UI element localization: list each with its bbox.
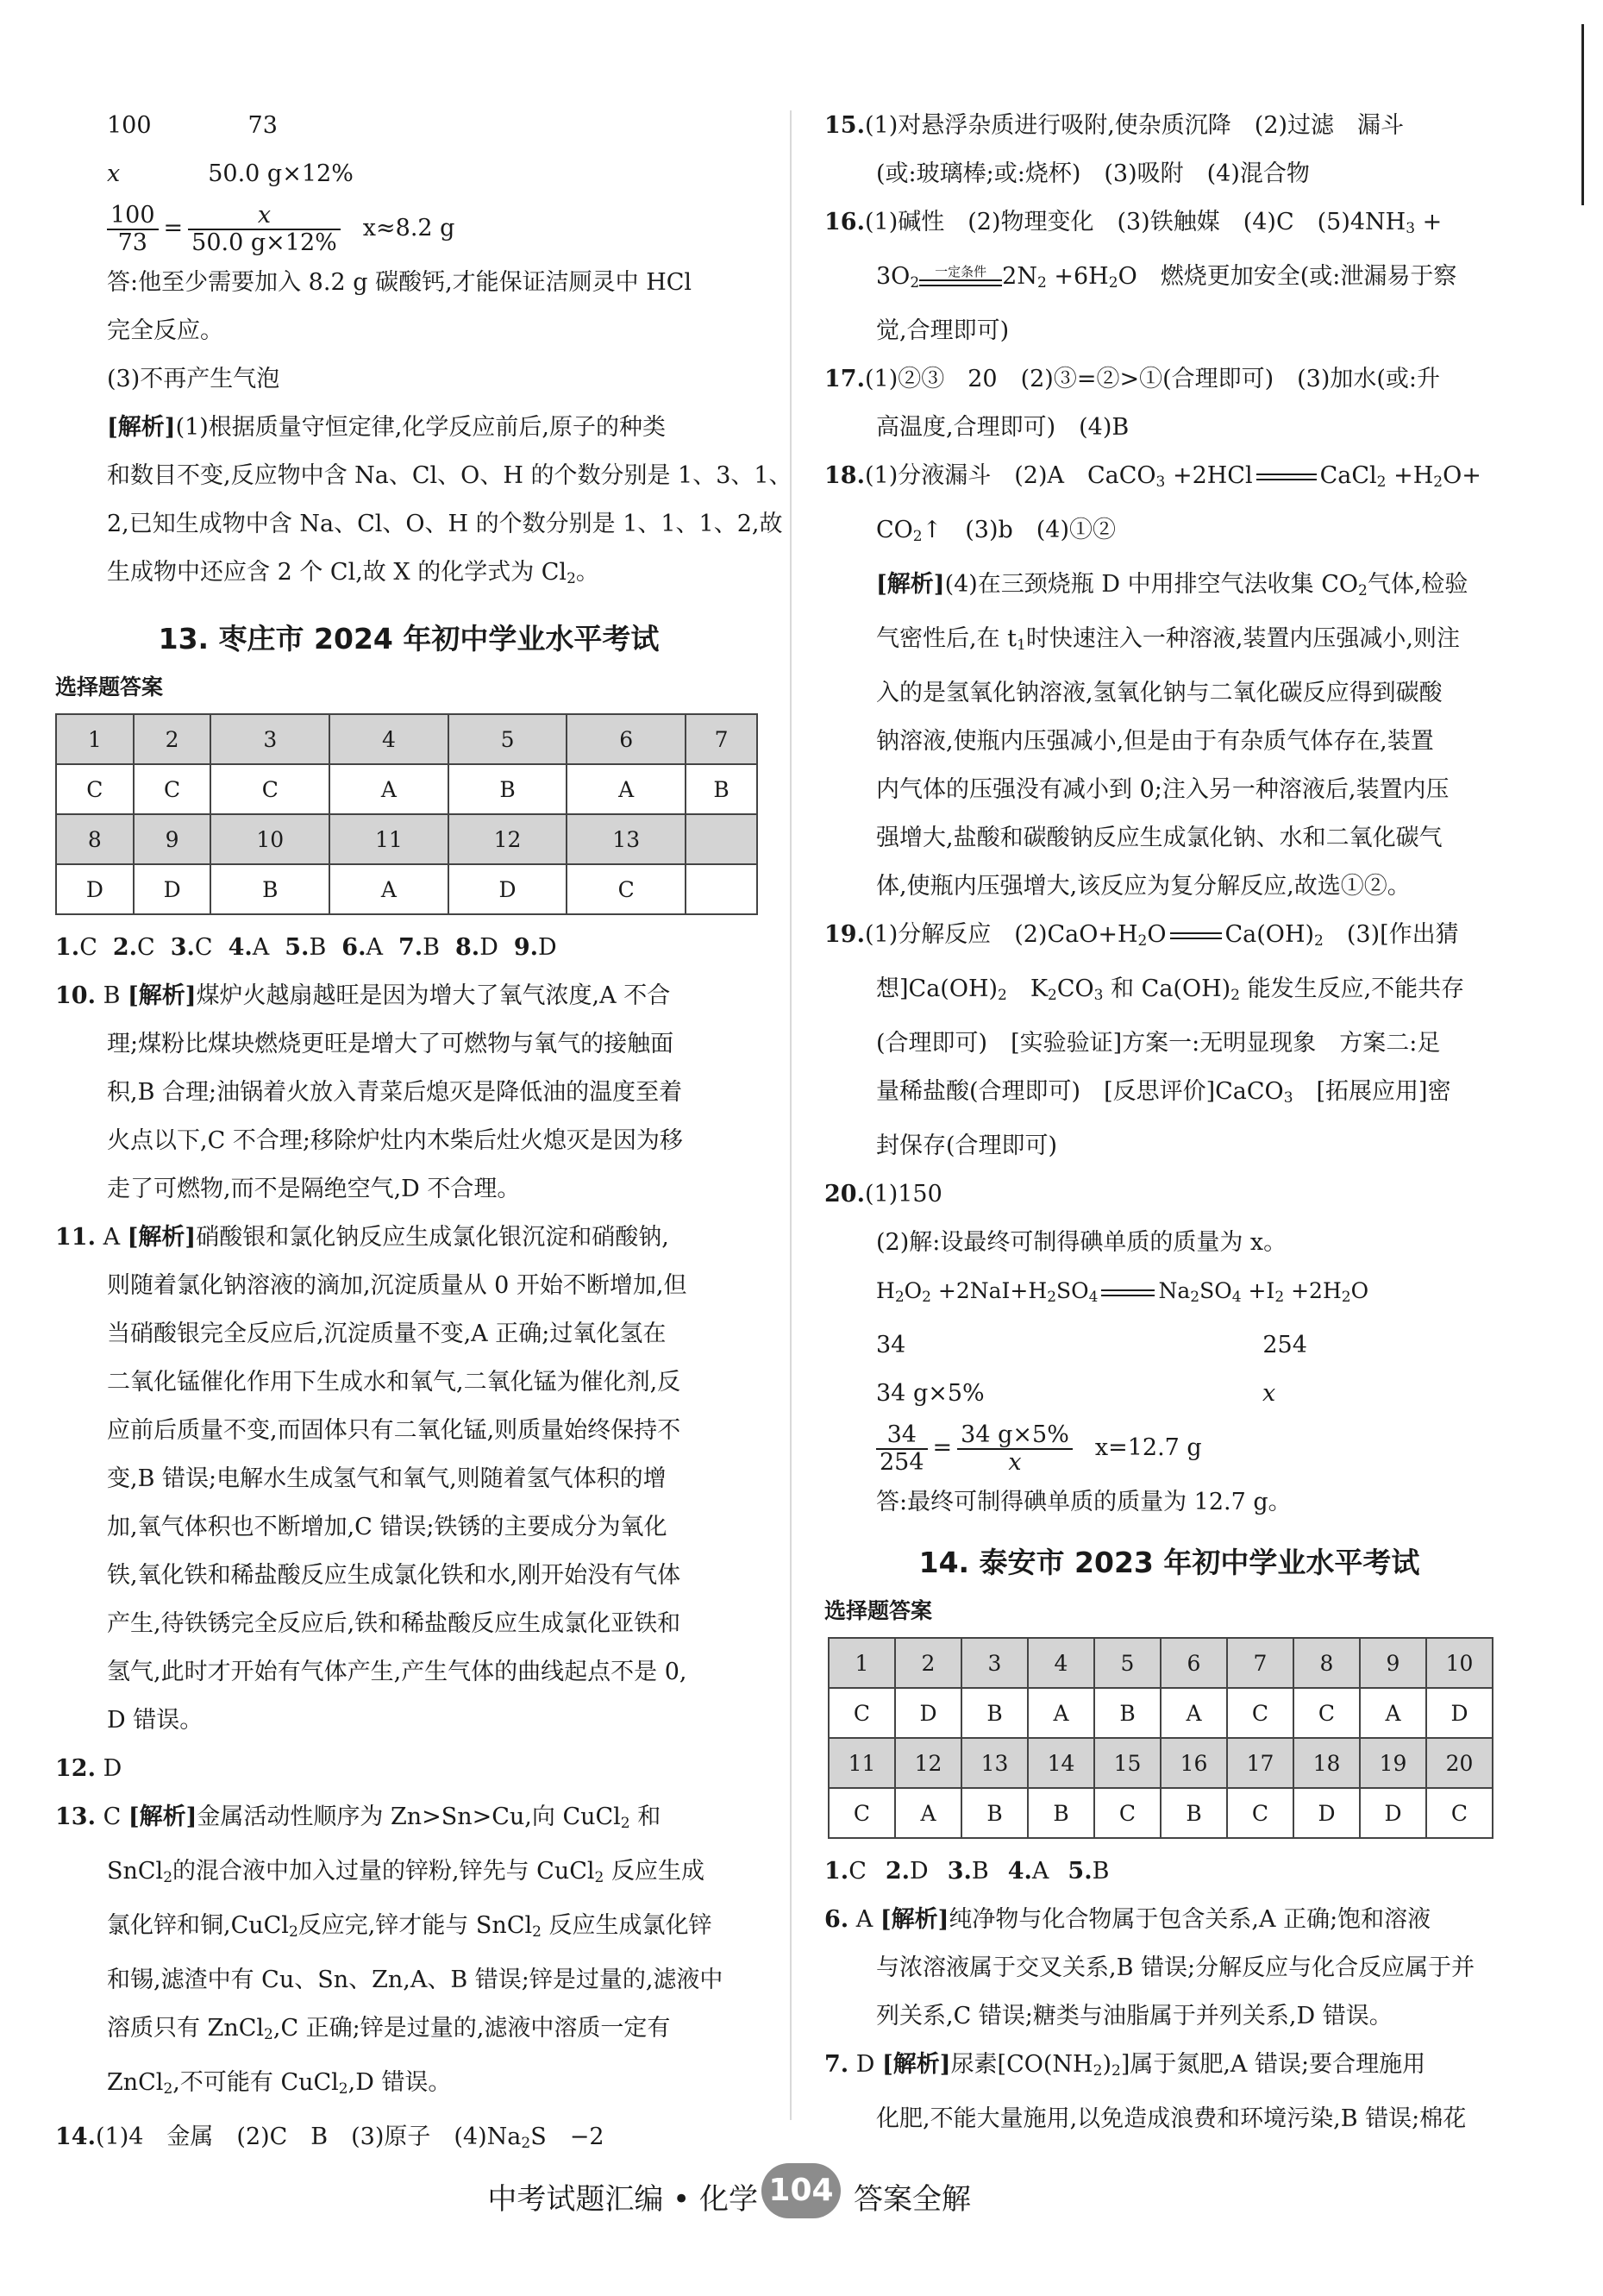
analysis-line: D 错误。	[107, 1707, 204, 1734]
analysis-line: 加,氧气体积也不断增加,C 错误;铁锈的主要成分为氧化	[107, 1514, 667, 1540]
answer-line: 答:最终可制得碘单质的质量为 12.7 g。	[876, 1489, 1292, 1515]
answer-text: (3)不再产生气泡	[107, 366, 280, 392]
analysis-line: ZnCl$_2$,不可能有 CuCl$_2$,D 错误。	[107, 2069, 452, 2098]
calc-value: x	[107, 160, 121, 187]
left-column	[55, 102, 792, 2167]
table-row: 1 2 3 4 5 6 7 8 9 10	[829, 1638, 1493, 1688]
chemical-equation: $H_2O_2 +2NaI+H_2SO_4$ $Na_2SO_4 +I_2 +2H_2O$	[876, 1278, 1369, 1306]
table-row: D D B A D C	[56, 864, 757, 914]
answer-line: 封保存(合理即可)	[876, 1132, 1058, 1159]
fraction: $\frac{34}{254}$	[876, 1422, 928, 1476]
fraction-equation: $\frac{100}{73}$ = $\frac{x}{50.0 g\times 12\%}$ x≈8.2 g	[55, 198, 762, 259]
question-19: 19.(1)分解反应 $(2)CaO+H_2O$ $Ca(OH)_2$ (3)[作出猜	[824, 921, 1459, 950]
question-15: 15.(1)对悬浮杂质进行吸附,使杂质沉降 (2)过滤 漏斗	[824, 112, 1405, 139]
analysis-line: 入的是氢氧化钠溶液,氢氧化钠与二氧化碳反应得到碳酸	[876, 680, 1443, 706]
analysis-line: 则随着氯化钠溶液的滴加,沉淀质量从 0 开始不断增加,但	[107, 1272, 687, 1299]
analysis-line: 产生,待铁锈完全反应后,铁和稀盐酸反应生成氯化亚铁和	[107, 1610, 681, 1637]
analysis-line: [解析](4)在三颈烧瓶 D 中用排空气法收集 $CO_2$气体,检验	[876, 571, 1468, 599]
table-row: C A B B C B C D D C	[829, 1788, 1493, 1838]
analysis: [解析](1)根据质量守恒定律,化学反应前后,原子的种类	[107, 414, 666, 441]
fraction: $\frac{100}{73}$	[107, 203, 159, 256]
calc-row	[55, 150, 762, 198]
answer-line: 量稀盐酸(合理即可) [反思评价]CaCO$_3$ [拓展应用]密	[876, 1078, 1451, 1107]
table-row: 8 9 10 11 12 13	[56, 814, 757, 864]
analysis-line: 火点以下,C 不合理;移除炉灶内木柴后灶火熄灭是因为移	[107, 1127, 683, 1154]
question-16: 16.(1)碱性 (2)物理变化 (3)铁触媒 (4)C $(5)4NH_3$ +	[824, 209, 1443, 237]
section-heading: 13. 枣庄市 2024 年初中学业水平考试	[158, 622, 660, 656]
fraction-equation: $\frac{34}{254}$ = $\frac{34 g\times 5\%}{x}$ x=12.7 g	[824, 1418, 1514, 1478]
calc-row: 34 g×5% x	[876, 1380, 1276, 1407]
equals-sign	[1170, 932, 1222, 939]
section-label: 选择题答案	[55, 674, 164, 699]
page-edge-mark	[1581, 24, 1584, 205]
analysis-line: 内气体的压强没有减小到 0;注入另一种溶液后,装置内压	[876, 776, 1450, 803]
question-6: 6. A [解析]纯净物与化合物属于包含关系,A 正确;饱和溶液	[824, 1906, 1431, 1933]
answer-line: (合理即可) [实验验证]方案一:无明显现象 方案二:足	[876, 1030, 1441, 1057]
table-row: C C C A B A B	[56, 764, 757, 814]
book-title: 中考试题汇编 • 化学	[487, 2182, 758, 2217]
table-row: C D B A B A C C A D	[829, 1688, 1493, 1738]
footer-subtitle: 答案全解	[854, 2182, 971, 2217]
reaction-arrow: 一定条件	[919, 264, 1002, 292]
answer-table	[828, 1637, 1493, 1839]
question-7: 7. D [解析]尿素$[CO(NH_2)_2]$属于氮肥,A 错误;要合理施用	[824, 2051, 1426, 2080]
analysis-line: 变,B 错误;电解水生成氢气和氧气,则随着氢气体积的增	[107, 1465, 667, 1492]
answer-line: 高温度,合理即可) (4)B	[876, 414, 1130, 441]
analysis-line: 当硝酸银完全反应后,沉淀质量不变,A 正确;过氧化氢在	[107, 1321, 667, 1347]
analysis-line: 和数目不变,反应物中含 Na、Cl、O、H 的个数分别是 1、3、1、	[107, 462, 792, 489]
answer-line: (或:玻璃棒;或:烧杯) (3)吸附 (4)混合物	[876, 160, 1310, 187]
analysis-line: 和锡,滤渣中有 Cu、Sn、Zn,A、B 错误;锌是过量的,滤液中	[107, 1967, 723, 1993]
page-footer	[0, 2156, 1603, 2225]
question-11: 11. A [解析]硝酸银和氯化钠反应生成氯化银沉淀和硝酸钠,	[55, 1224, 669, 1251]
analysis-line: 列关系,C 错误;糖类与油脂属于并列关系,D 错误。	[876, 2003, 1393, 2029]
analysis-line: 积,B 合理;油锅着火放入青菜后熄灭是降低油的温度至着	[107, 1079, 683, 1106]
question-10: 10. B [解析]煤炉火越扇越旺是因为增大了氧气浓度,A 不合	[55, 982, 671, 1009]
question-14: 14.(1)4 金属 (2)C B (3)原子 $(4)Na_2S$ −2	[55, 2123, 604, 2152]
fraction: $\frac{x}{50.0 g\times 12\%}$	[188, 203, 341, 256]
analysis-line: 理;煤粉比煤块燃烧更旺是增大了可燃物与氧气的接触面	[107, 1031, 674, 1057]
page-number: 104	[761, 2163, 841, 2218]
analysis-line: 应前后质量不变,而固体只有二氧化锰,则质量始终保持不	[107, 1417, 681, 1444]
question-12: 12. D	[55, 1755, 122, 1782]
table-row: 11 12 13 14 15 16 17 18 19 20	[829, 1738, 1493, 1788]
analysis-line: 二氧化锰催化作用下生成水和氧气,二氧化锰为催化剂,反	[107, 1369, 681, 1396]
section-heading: 14. 泰安市 2023 年初中学业水平考试	[918, 1546, 1420, 1579]
result: x=12.7 g	[1094, 1434, 1202, 1461]
analysis-line: 体,使瓶内压强增大,该反应为复分解反应,故选①②。	[876, 873, 1411, 900]
analysis-line: 氢气,此时才开始有气体产生,产生气体的曲线起点不是 0,	[107, 1659, 687, 1685]
question-20: 20.(1)150	[824, 1181, 942, 1208]
answer-line: (2)解:设最终可制得碘单质的质量为 x。	[876, 1229, 1287, 1256]
section-label: 选择题答案	[824, 1598, 933, 1623]
calc-value: 50.0 g×12%	[208, 160, 354, 187]
answers-1-5: 1.C 2.D 3.B 4.A 5.B	[824, 1858, 1110, 1885]
calc-value: 73	[247, 112, 278, 139]
question-13: 13. C [解析]金属活动性顺序为 Zn>Sn>Cu,向 CuCl$_2$ 和	[55, 1804, 661, 1832]
fraction: $\frac{34 g\times 5\%}{x}$	[957, 1422, 1073, 1476]
calc-row	[55, 102, 762, 150]
answer-line: $3O_2$ 一定条件 $2N_2 +6H_2O$ 燃烧更加安全(或:泄漏易于察	[876, 263, 1457, 292]
calc-row: 34 254	[876, 1332, 1307, 1358]
answer-line: $CO_2↑$ (3)b (4)①②	[876, 517, 1117, 545]
analysis-line: 铁,氧化铁和稀盐酸反应生成氯化铁和水,刚开始没有气体	[107, 1562, 681, 1589]
analysis-line: 钠溶液,使瓶内压强减小,但是由于有杂质气体存在,装置	[876, 728, 1434, 755]
result: x≈8.2 g	[362, 215, 455, 242]
analysis-line: 溶质只有 ZnCl$_2$,C 正确;锌是过量的,滤液中溶质一定有	[107, 2015, 671, 2043]
analysis-line: 走了可燃物,而不是隔绝空气,D 不合理。	[107, 1176, 521, 1202]
question-17: 17.(1)②③ 20 (2)③=②>①(合理即可) (3)加水(或:升	[824, 366, 1441, 392]
answer-text: 完全反应。	[107, 317, 223, 344]
analysis-line: 强增大,盐酸和碳酸钠反应生成氯化钠、水和二氧化碳气	[876, 825, 1443, 851]
table-row: 1 2 3 4 5 6 7	[56, 714, 757, 764]
analysis-line: 化肥,不能大量施用,以免造成浪费和环境污染,B 错误;棉花	[876, 2105, 1467, 2132]
calc-value: 100	[107, 112, 152, 139]
analysis-line: 生成物中还应含 2 个 Cl,故 X 的化学式为 $Cl_2$。	[107, 559, 599, 587]
question-18: 18.(1)分液漏斗 (2)A CaCO$_3$ +2HCl CaCl$_2$ $+H_2O+$	[824, 462, 1481, 491]
answer-table	[55, 713, 758, 915]
answer-line: 想]$Ca(OH)_2$ $K_2CO_3$ 和 $Ca(OH)_2$ 能发生反应,不能共存	[876, 975, 1465, 1004]
analysis-line: 氯化锌和铜,CuCl$_2$反应完,锌才能与 SnCl$_2$ 反应生成氯化锌	[107, 1912, 712, 1941]
analysis-line: 与浓溶液属于交叉关系,B 错误;分解反应与化合反应属于并	[876, 1954, 1475, 1981]
analysis-line: 气密性后,在 $t_1$时快速注入一种溶液,装置内压强减小,则注	[876, 625, 1461, 654]
equals-sign	[1256, 474, 1317, 480]
analysis-line: 2,已知生成物中含 Na、Cl、O、H 的个数分别是 1、1、1、2,故	[107, 511, 783, 537]
right-column	[824, 102, 1514, 2143]
column-divider	[790, 110, 792, 2120]
answer-text: 答:他至少需要加入 8.2 g 碳酸钙,才能保证洁厕灵中 HCl	[107, 269, 692, 296]
answers-1-9: 1.C 2.C 3.C 4.A 5.B 6.A 7.B 8.D 9.D	[55, 934, 557, 961]
answer-line: 觉,合理即可)	[876, 317, 1010, 344]
analysis-line: SnCl$_2$的混合液中加入过量的锌粉,锌先与 CuCl$_2$ 反应生成	[107, 1858, 704, 1886]
equals-sign	[1101, 1289, 1155, 1296]
